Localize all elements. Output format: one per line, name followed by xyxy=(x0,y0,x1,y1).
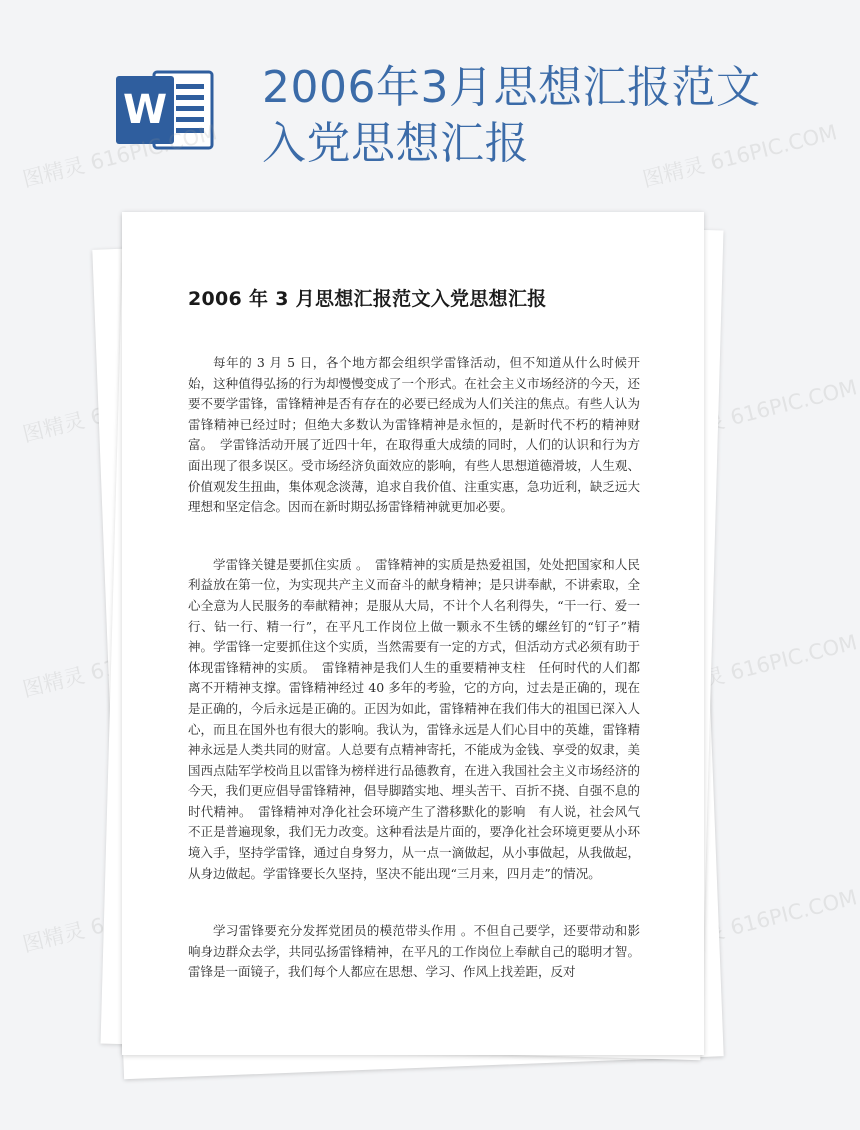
watermark: 图精灵 xyxy=(20,918,88,957)
paragraph: 学习雷锋要充分发挥党团员的模范带头作用 。不但自己要学，还要带动和影响身边群众去学，共同弘扬雷锋精神，在平凡的工作岗位上奉献自己的聪明才智。雷锋是一面镜子，我们每个人都应在思想、学习、作风上找差距，反对 xyxy=(188,923,640,980)
watermark: 图精灵 616PIC.COM xyxy=(640,120,840,192)
page-header xyxy=(0,0,800,210)
paragraph: 每年的 3 月 5 日，各个地方都会组织学雷锋活动，但不知道从什么时候开始，这种值得弘扬的行为却慢慢变成了一个形式。在社会主义市场经济的今天，还要不要学雷锋，雷锋精神是否有存在的必要已经成为人们关注的焦点。有些人认为雷锋精神已经过时；但绝大多数认为雷锋精神是永恒的，是新时代不朽的精神财富。 学雷锋活动开展了近四十年，在取得重大成绩的同时，人们的认识和行为方面出现了很多误区。受市场经济负面效应的影响，有些人思想道德滑坡，人生观、价值观发生扭曲，集体观念淡薄，追求自我价值、注重实惠，急功近利，缺乏远大理想和坚定信念。因而在新时期弘扬雷锋精神就更加必要。 xyxy=(188,355,640,515)
watermark: 图精灵 616PIC.COM xyxy=(660,885,860,957)
icon-letter: W xyxy=(122,87,168,133)
document-title: 2006 年 3 月思想汇报范文入党思想汇报 xyxy=(188,288,547,310)
watermark: 图精灵 xyxy=(20,663,88,702)
paragraph: 学雷锋关键是要抓住实质 。 雷锋精神的实质是热爱祖国，处处把国家和人民利益放在第一位，为实现共产主义而奋斗的献身精神；是只讲奉献，不讲索取，全心全意为人民服务的奉献精神；是服从大局，不计个人名利得失，“干一行、爱一行、钻一行、精一行”，在平凡工作岗位上做一颗永不生锈的螺丝钉的“钉子”精神。学雷锋一定要抓住这个实质，当然需要有一定的方式，但活动方式必须有助于体现雷锋精神的实质。 雷锋精神是我们人生的重要精神支柱 任何时代的人们都离不开精神支撑。雷锋精神经过 40 多年的考验，它的方向，过去是正确的，现在是正确的，今后永远是正确的。正因为如此，雷锋精神在我们伟大的祖国已深入人心，而且在国外也有很大的影响。我认为，雷锋永远是人们心目中的英雄，雷锋精神永远是人类共同的财富。人总要有点精神寄托，不能成为金钱、享受的奴隶，美国西点陆军学校尚且以雷锋为榜样进行品德教育，在进入我国社会主义市场经济的今天，我们更应倡导雷锋精神，倡导脚踏实地、埋头苦干、百折不挠、自强不息的时代精神。 雷锋精神对净化社会环境产生了潜移默化的影响 有人说，社会风气不正是普遍现象，我们无力改变。这种看法是片面的，要净化社会环境更要从小环境入手，坚持学雷锋，通过自身努力，从一点一滴做起，从小事做起，从我做起，从身边做起。学雷锋要长久坚持，坚决不能出现“三月来，四月走”的情况。 xyxy=(188,556,640,881)
document-body xyxy=(188,353,640,1020)
watermark: 图精灵 xyxy=(20,408,88,447)
watermark: 图精灵 616PIC.COM xyxy=(660,375,860,447)
word-document-icon xyxy=(110,70,220,150)
page-title: 2006年3月思想汇报范文入党思想汇报 xyxy=(262,62,761,169)
watermark: 图精灵 616PIC.COM xyxy=(20,120,220,192)
document-page xyxy=(122,212,704,1055)
watermark: 图精灵 616PIC.COM xyxy=(660,630,860,702)
